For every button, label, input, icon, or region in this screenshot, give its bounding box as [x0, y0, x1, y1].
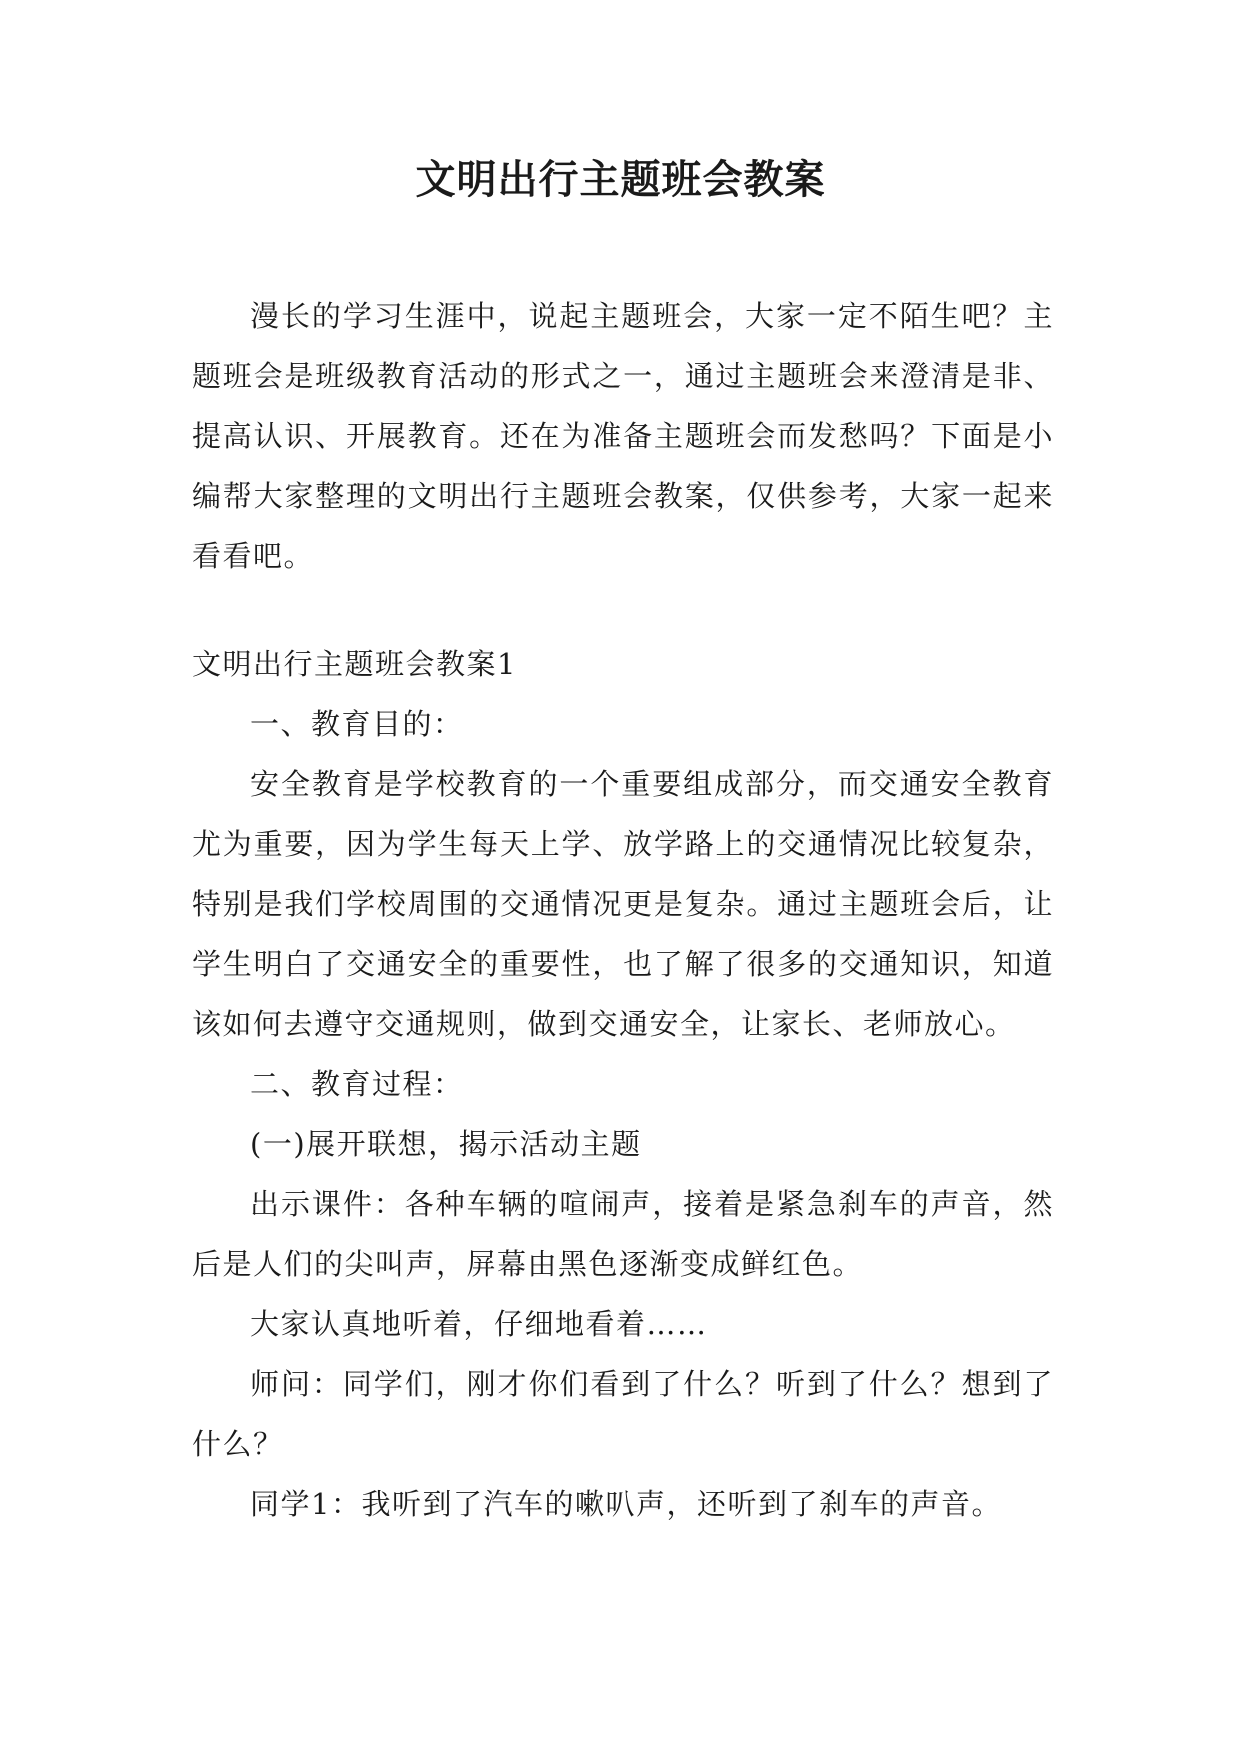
document-title: 文明出行主题班会教案: [415, 157, 826, 203]
body-paragraph: 出示课件：各种车辆的喧闹声，接着是紧急刹车的声音，然后是人们的尖叫声，屏幕由黑色逐渐变成鲜红色。: [192, 1187, 1054, 1281]
subheading-activity-theme: (一)展开联想，揭示活动主题: [250, 1127, 642, 1161]
body-paragraph: 大家认真地听着，仔细地看着……: [250, 1307, 708, 1341]
body-paragraph: 师问：同学们，刚才你们看到了什么？听到了什么？想到了什么？: [192, 1367, 1054, 1461]
body-paragraph: 安全教育是学校教育的一个重要组成部分，而交通安全教育尤为重要，因为学生每天上学、放学路上的交通情况比较复杂，特别是我们学校周围的交通情况更是复杂。通过主题班会后，让学生明白了交通安全的重要性，也了解了很多的交通知识，知道该如何去遵守交通规则，做到交通安全，让家长、老师放心。: [192, 767, 1054, 1041]
heading-education-goal: 一、教育目的：: [250, 707, 464, 741]
body-paragraph: 同学1：我听到了汽车的嗽叭声，还听到了刹车的声音。: [250, 1487, 1002, 1521]
intro-block: [192, 286, 1054, 586]
heading-education-process: 二、教育过程：: [250, 1067, 464, 1101]
lesson-plan-section: [192, 634, 1054, 1534]
intro-paragraph: 漫长的学习生涯中，说起主题班会，大家一定不陌生吧？主题班会是班级教育活动的形式之一，通过主题班会来澄清是非、提高认识、开展教育。还在为准备主题班会而发愁吗？下面是小编帮大家整理的文明出行主题班会教案，仅供参考，大家一起来看看吧。: [192, 299, 1054, 573]
section-heading: 文明出行主题班会教案1: [192, 647, 517, 681]
